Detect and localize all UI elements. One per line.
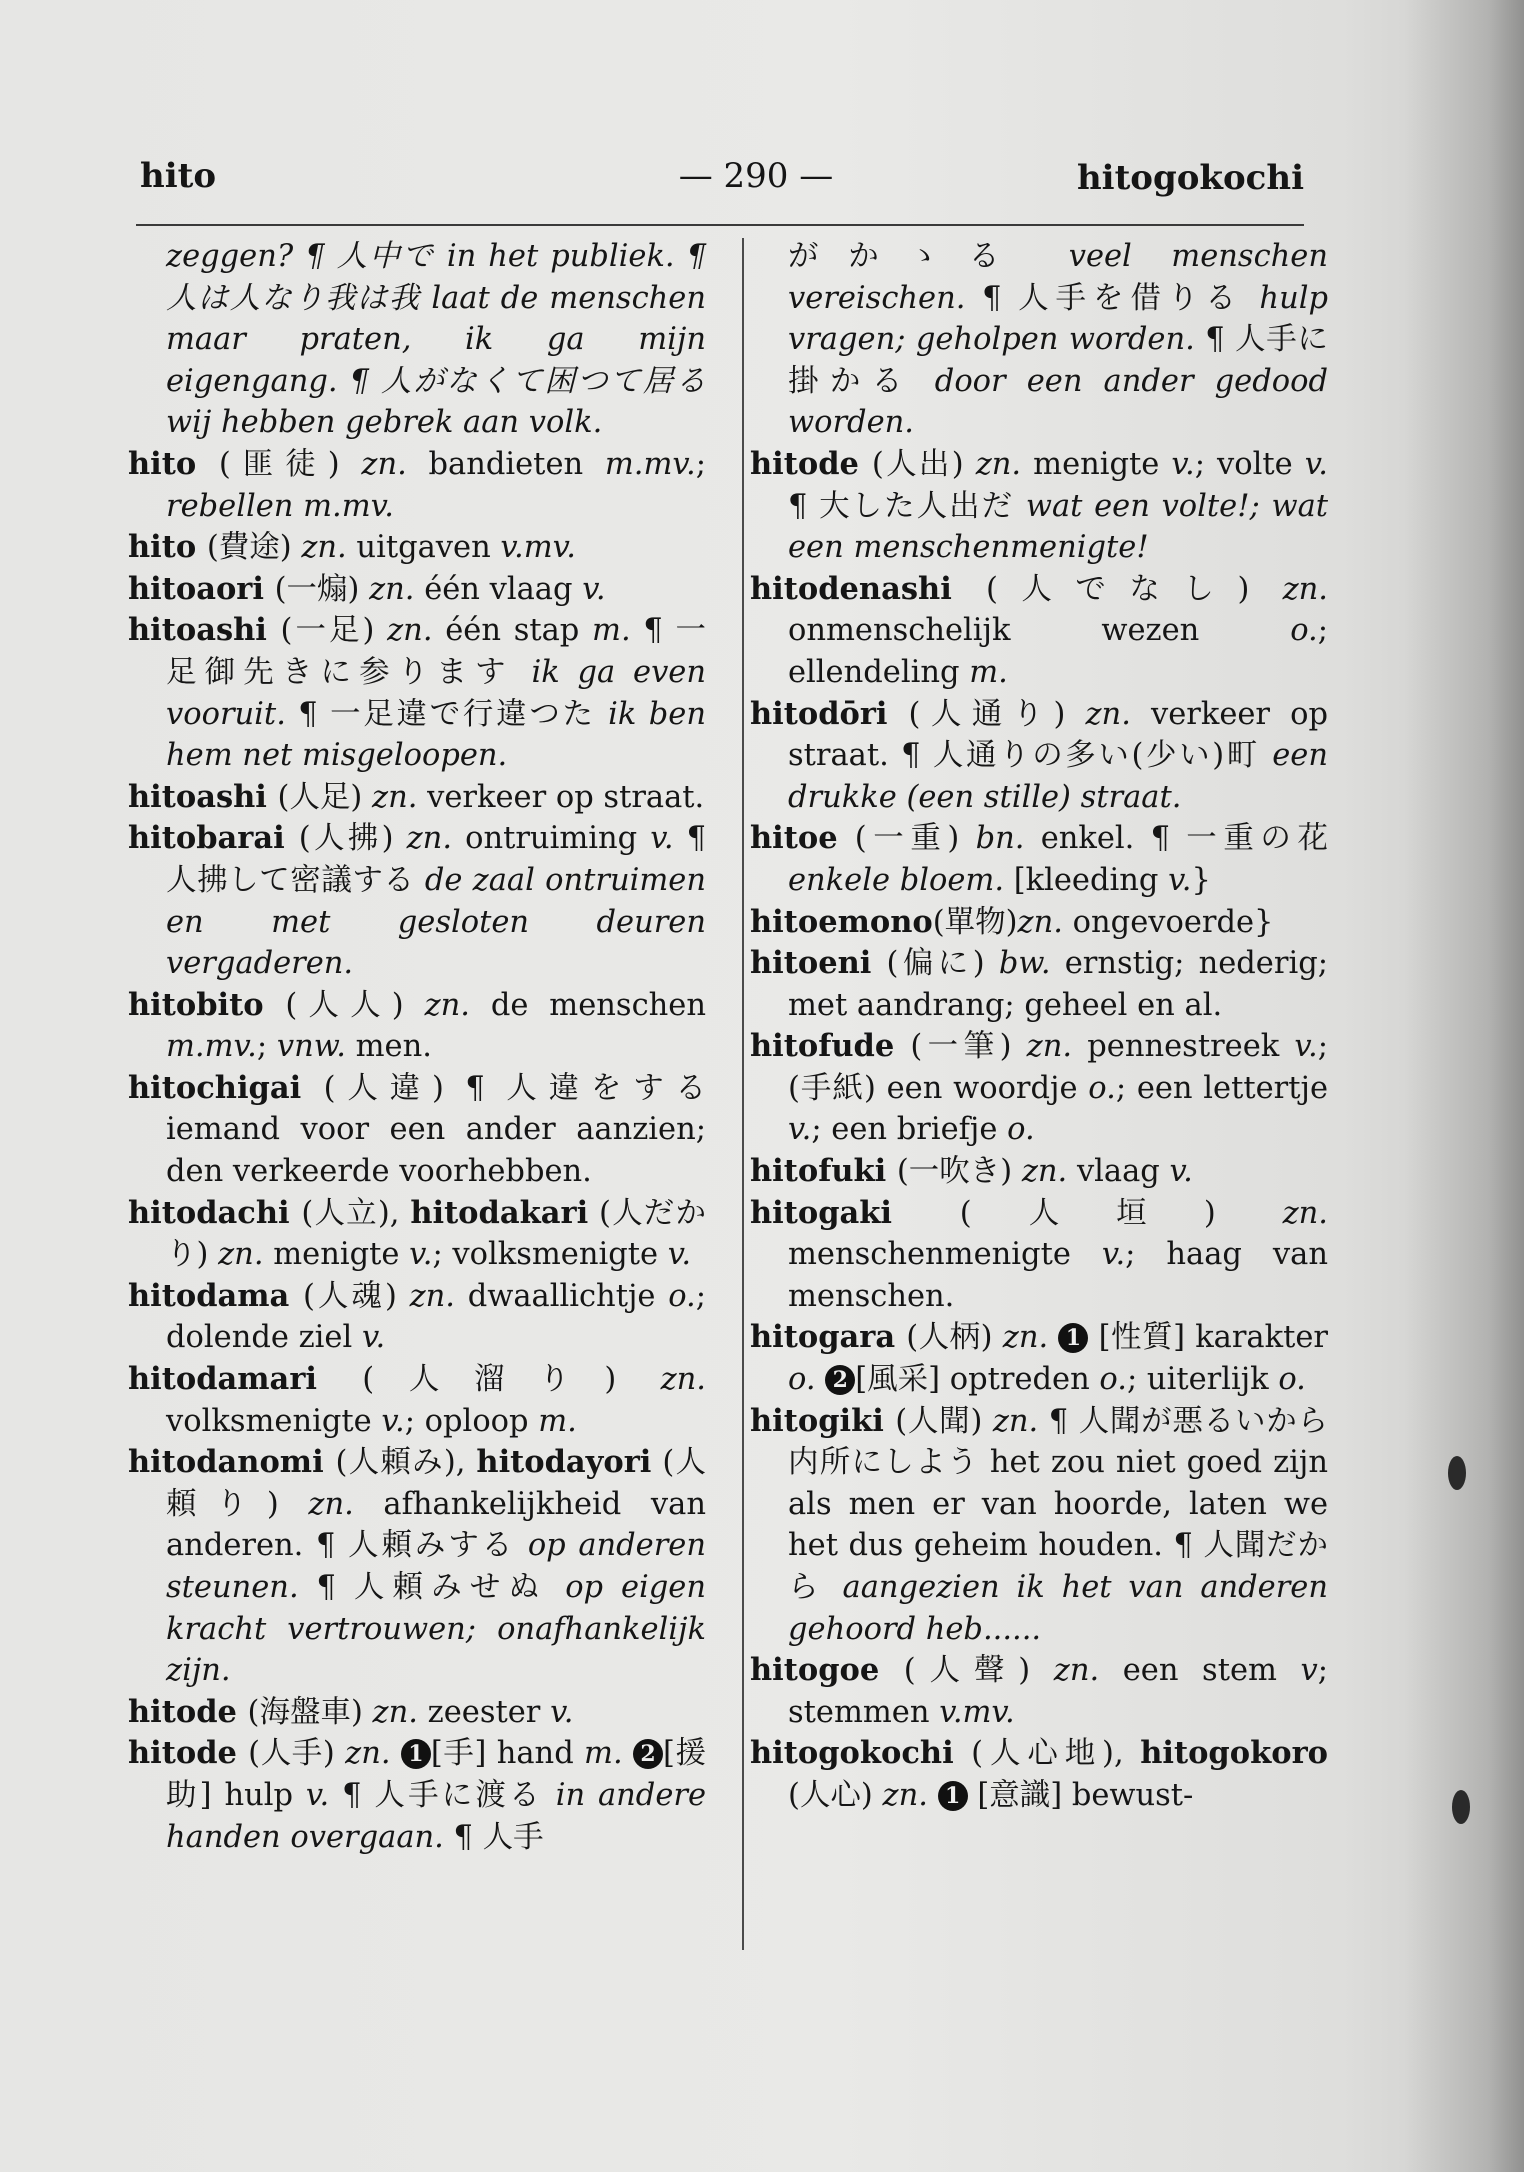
entry-text: één vlaag bbox=[414, 571, 583, 607]
dictionary-entry bbox=[750, 902, 1328, 944]
headword: hitogiki bbox=[750, 1402, 896, 1439]
italic-text: zn. bbox=[660, 1362, 707, 1398]
entry-text bbox=[391, 1736, 401, 1771]
dictionary-entry bbox=[128, 1068, 706, 1193]
italic-text: wat een volte!; wat een menschenmenigte! bbox=[788, 488, 1329, 566]
italic-text: zn. bbox=[409, 1278, 455, 1314]
headword: hitodamari bbox=[128, 1361, 363, 1398]
entry-text: (人魂) bbox=[302, 1278, 410, 1314]
dictionary-entry bbox=[128, 1442, 706, 1692]
entry-text: (海盤車) bbox=[247, 1694, 373, 1730]
entry-text: ; ellendeling bbox=[788, 613, 1328, 690]
entry-text: ; (手紙) een woordje bbox=[788, 1029, 1328, 1106]
entry-text: (人聞) bbox=[895, 1403, 993, 1439]
dictionary-entry bbox=[750, 1151, 1328, 1193]
entry-text: (人人) bbox=[285, 987, 425, 1023]
italic-text: o. bbox=[1088, 1070, 1116, 1106]
entry-text: (一吹き) bbox=[896, 1154, 1022, 1190]
entry-text: ongevoerde} bbox=[1062, 904, 1274, 940]
entry-text bbox=[928, 1778, 938, 1813]
entry-text: (人手) bbox=[248, 1736, 346, 1772]
italic-text: ik ga even vooruit. bbox=[166, 654, 706, 732]
punch-hole bbox=[1448, 1456, 1466, 1490]
entry-text: (人足) bbox=[277, 779, 373, 815]
entry-text: ; haag van menschen. bbox=[788, 1237, 1328, 1314]
italic-text: hulp vragen; geholpen worden. bbox=[788, 280, 1328, 358]
italic-text: zn. bbox=[361, 446, 407, 482]
italic-text: o. bbox=[1290, 613, 1318, 649]
italic-text: v bbox=[1300, 1653, 1318, 1689]
entry-text bbox=[816, 1362, 826, 1397]
italic-text: de zaal ontruimen en met gesloten deuren vergaderen. bbox=[166, 862, 706, 982]
dictionary-entry bbox=[128, 444, 706, 527]
entry-text: (人頼み), bbox=[335, 1445, 477, 1481]
headword: hitodakari bbox=[410, 1194, 589, 1231]
italic-text: zn. bbox=[406, 821, 453, 857]
italic-text: bw. bbox=[998, 946, 1051, 982]
italic-text: bn. bbox=[975, 821, 1025, 857]
italic-text: v. bbox=[361, 1320, 386, 1356]
italic-text: op anderen steunen. bbox=[166, 1528, 706, 1605]
italic-text: v. bbox=[1168, 862, 1192, 898]
italic-text: v. bbox=[650, 821, 674, 857]
entry-text: [手] hand bbox=[430, 1736, 585, 1772]
entry-text: (人違) ¶ 人違をする iemand voor een ander aanzien; den verkeerde voorhebben. bbox=[166, 1070, 707, 1190]
dictionary-entry bbox=[750, 1401, 1328, 1651]
italic-text: zn. bbox=[1021, 1154, 1068, 1190]
entry-text: がかゝる bbox=[788, 239, 1069, 274]
italic-text: v. bbox=[582, 571, 606, 607]
punch-hole bbox=[1452, 1790, 1470, 1824]
entry-text: een stem bbox=[1099, 1653, 1301, 1689]
dictionary-entry bbox=[750, 1650, 1328, 1733]
italic-text: v.mv. bbox=[500, 530, 576, 566]
italic-text: o. bbox=[668, 1278, 696, 1314]
italic-text: veel menschen vereischen. bbox=[788, 239, 1328, 316]
headword: hitobarai bbox=[128, 820, 299, 857]
entry-text: (人立), bbox=[301, 1195, 411, 1231]
dictionary-entry bbox=[128, 527, 706, 569]
italic-text: o. bbox=[1007, 1112, 1035, 1148]
column-divider bbox=[742, 238, 744, 1950]
dictionary-entry bbox=[750, 943, 1328, 1026]
entry-text: ; een briefje bbox=[811, 1112, 1008, 1148]
italic-text: zn. bbox=[992, 1403, 1039, 1439]
entry-text: volksmenigte bbox=[166, 1403, 382, 1439]
entry-text: [風采] optreden bbox=[855, 1362, 1100, 1398]
italic-text: aangezien ik het van anderen gehoord heb...... bbox=[788, 1570, 1328, 1647]
dictionary-entry bbox=[750, 569, 1328, 694]
italic-text: m. bbox=[969, 654, 1008, 690]
dictionary-entry bbox=[128, 1692, 706, 1734]
dictionary-entry bbox=[128, 1193, 706, 1276]
dictionary-entry bbox=[128, 569, 706, 611]
italic-text: v. bbox=[1171, 446, 1195, 482]
entry-text: ; dolende ziel bbox=[166, 1278, 706, 1356]
headword: hitoemono bbox=[750, 903, 933, 940]
page-number: — 290 — bbox=[678, 156, 834, 196]
dictionary-entry bbox=[750, 1317, 1328, 1400]
entry-text: (人柄) bbox=[906, 1320, 1003, 1356]
entry-text: (一筆) bbox=[910, 1029, 1027, 1065]
entry-text: ¶ 一足違で行違つた bbox=[285, 696, 609, 732]
entry-text: ¶ 大した人出だ bbox=[788, 488, 1026, 524]
entry-text: bandieten bbox=[406, 446, 605, 482]
entry-text: menschenmenigte bbox=[788, 1237, 1102, 1273]
entry-text: (單物) bbox=[932, 904, 1018, 940]
dictionary-entry bbox=[750, 694, 1328, 819]
headword: hitodachi bbox=[128, 1194, 302, 1231]
right-column bbox=[750, 236, 1328, 1817]
entry-text: ¶ 人頼みせぬ bbox=[298, 1570, 566, 1605]
entry-text: (人心) bbox=[788, 1777, 883, 1813]
italic-text: zn. bbox=[975, 446, 1022, 482]
headword: hitode bbox=[128, 1693, 248, 1730]
italic-text: v. bbox=[409, 1237, 433, 1273]
entry-text: (人溜り) bbox=[362, 1362, 661, 1398]
italic-text: m. bbox=[584, 1736, 623, 1772]
italic-text: zn. bbox=[1282, 1195, 1328, 1231]
entry-text: ontruiming bbox=[452, 821, 651, 857]
entry-text: (人聲) bbox=[903, 1653, 1054, 1689]
entry-text: (一煽) bbox=[274, 571, 370, 607]
entry-text: enkel. ¶ 一重の花 bbox=[1024, 821, 1329, 857]
italic-text: een drukke (een stille) straat. bbox=[788, 738, 1328, 815]
entry-text: ; een lettertje bbox=[1115, 1070, 1328, 1106]
italic-text: m.mv. bbox=[166, 1029, 257, 1065]
entry-text: (人拂) bbox=[298, 821, 407, 857]
entry-text: vlaag bbox=[1067, 1154, 1170, 1190]
italic-text: zn. bbox=[1053, 1653, 1100, 1689]
entry-text: ¶ 人手を借りる bbox=[965, 280, 1260, 316]
entry-text: (人心地), bbox=[971, 1736, 1141, 1772]
italic-text: vnw. bbox=[276, 1029, 346, 1065]
sense-number-badge: 1 bbox=[401, 1739, 431, 1769]
headword: hitode bbox=[128, 1735, 249, 1772]
headword: hitoashi bbox=[128, 778, 278, 815]
italic-text: o. bbox=[788, 1362, 816, 1398]
sense-number-badge: 1 bbox=[938, 1781, 968, 1811]
entry-text: ¶ 人聞が悪るいから内所にしよう het zou niet goed zijn als men er van hoorde, laten we het dus geheim houden. ¶ 人聞だから bbox=[788, 1403, 1328, 1605]
entry-text: ; volksmenigte bbox=[432, 1237, 668, 1273]
entry-text: (人出) bbox=[871, 446, 976, 482]
italic-text: zn. bbox=[345, 1736, 391, 1772]
entry-text: ; oploop bbox=[404, 1403, 539, 1439]
italic-text: door een ander gedood worden. bbox=[788, 363, 1328, 441]
entry-text: (人だかり) bbox=[166, 1195, 706, 1273]
italic-text: rebellen m.mv. bbox=[166, 488, 394, 524]
dictionary-entry bbox=[750, 444, 1328, 569]
entry-text: ; volte bbox=[1194, 446, 1305, 482]
italic-text: v. bbox=[1101, 1237, 1126, 1273]
entry-text: dwaallichtje bbox=[454, 1278, 669, 1314]
entry-text: } bbox=[1191, 862, 1211, 898]
headword: hitoaori bbox=[128, 570, 275, 607]
italic-text: op eigen kracht vertrouwen; onafhankelijk zijn. bbox=[166, 1570, 706, 1689]
headword: hitodenashi bbox=[750, 570, 986, 607]
italic-text: zn. bbox=[308, 1486, 354, 1522]
entry-text: één stap bbox=[432, 613, 593, 649]
italic-text: m. bbox=[592, 613, 631, 649]
italic-text: v. bbox=[305, 1777, 330, 1813]
headword: hito bbox=[128, 445, 219, 482]
entry-text: men. bbox=[345, 1029, 432, 1065]
entry-text: afhankelijkheid van anderen. ¶ 人頼みする bbox=[166, 1486, 706, 1564]
entry-text: [援助] hulp bbox=[166, 1736, 706, 1813]
entry-text: ¶ 人手に掛かる bbox=[788, 322, 1328, 399]
italic-text: zn. bbox=[369, 571, 415, 607]
entry-text: [意識] bewust- bbox=[967, 1777, 1194, 1813]
entry-text: pennestreek bbox=[1072, 1029, 1295, 1065]
entry-text: ¶ 人手 bbox=[443, 1819, 544, 1855]
headword: hitodama bbox=[128, 1277, 303, 1314]
italic-text: zn. bbox=[882, 1777, 928, 1813]
italic-text: m. bbox=[538, 1403, 577, 1439]
entry-text: zeester bbox=[417, 1694, 551, 1730]
dictionary-entry bbox=[750, 818, 1328, 901]
italic-text: zn. bbox=[301, 530, 347, 566]
dictionary-entry bbox=[750, 1026, 1328, 1151]
italic-text: v. bbox=[667, 1237, 692, 1273]
entry-text: verkeer op straat. ¶ 人通りの多い(少い)町 bbox=[788, 696, 1328, 774]
header-right-guideword: hitogokochi bbox=[1076, 158, 1304, 198]
entry-continuation bbox=[750, 236, 1328, 444]
italic-text: in andere handen overgaan. bbox=[166, 1777, 706, 1855]
italic-text: zn. bbox=[1026, 1029, 1073, 1065]
headword: hitogaki bbox=[750, 1194, 960, 1231]
italic-text: enkele bloem. bbox=[788, 862, 1005, 898]
dictionary-entry bbox=[750, 1193, 1328, 1318]
italic-text: zn. bbox=[387, 613, 433, 649]
entry-text: de menschen bbox=[469, 987, 706, 1023]
entry-text: uitgaven bbox=[346, 530, 501, 566]
page-edge-shadow bbox=[1404, 0, 1524, 2172]
entry-text: (人通り) bbox=[908, 696, 1086, 732]
headword: hitochigai bbox=[128, 1069, 324, 1106]
italic-text: o. bbox=[1278, 1362, 1306, 1398]
entry-text: ; stemmen bbox=[788, 1653, 1329, 1730]
entry-text: (偏に) bbox=[886, 946, 999, 982]
italic-text: v.mv. bbox=[939, 1694, 1015, 1730]
header-rule bbox=[136, 224, 1304, 226]
dictionary-entry bbox=[128, 610, 706, 776]
headword: hitoeni bbox=[750, 945, 887, 982]
entry-text: ¶ 一足御先きに参ります bbox=[166, 613, 707, 690]
italic-text: zeggen? ¶ 人中で in het publiek. ¶ 人は人なり我は我 laat de menschen maar praten, ik ga mijn eigengang. ¶ 人がなくて困つて居る wij hebben gebrek aan volk. bbox=[166, 239, 706, 441]
italic-text: v. bbox=[1169, 1154, 1193, 1190]
entry-text: (費途) bbox=[206, 530, 302, 566]
headword: hitodanomi bbox=[128, 1444, 336, 1481]
entry-text: (人頼り) bbox=[166, 1445, 706, 1522]
italic-text: v. bbox=[1294, 1029, 1318, 1065]
italic-text: zn. bbox=[1002, 1320, 1049, 1356]
headword: hitogoe bbox=[750, 1652, 904, 1689]
entry-text: (人でなし) bbox=[985, 571, 1283, 607]
dictionary-entry bbox=[750, 1733, 1328, 1816]
dictionary-entry bbox=[128, 1276, 706, 1359]
entry-text: [kleeding bbox=[1004, 862, 1169, 898]
entry-text: onmenschelijk wezen bbox=[788, 613, 1291, 649]
italic-text: v. bbox=[1304, 446, 1328, 482]
headword: hitogara bbox=[750, 1319, 907, 1356]
headword: hitofude bbox=[750, 1028, 911, 1065]
entry-text: ; bbox=[695, 446, 706, 482]
entry-text: ¶ 人拂して密議する bbox=[166, 821, 706, 898]
entry-text: ; bbox=[256, 1029, 277, 1065]
entry-text: ¶ 人手に渡る bbox=[329, 1777, 556, 1813]
dictionary-entry bbox=[128, 1359, 706, 1442]
entry-text: verkeer op straat. bbox=[417, 779, 705, 815]
sense-number-badge: 2 bbox=[633, 1739, 663, 1769]
headword: hitodōri bbox=[750, 695, 909, 732]
italic-text: zn. bbox=[372, 779, 418, 815]
italic-text: zn. bbox=[372, 1694, 418, 1730]
italic-text: v. bbox=[381, 1403, 405, 1439]
headword: hito bbox=[128, 529, 207, 566]
sense-number-badge: 2 bbox=[825, 1365, 855, 1395]
headword: hitogokoro bbox=[1140, 1735, 1328, 1772]
dictionary-entry bbox=[128, 985, 706, 1068]
entry-text: (人垣) bbox=[959, 1195, 1283, 1231]
italic-text: v. bbox=[550, 1694, 574, 1730]
entry-text bbox=[1048, 1320, 1058, 1355]
headword: hitoashi bbox=[128, 612, 281, 649]
header-left-guideword: hito bbox=[140, 156, 217, 196]
headword: hitofuki bbox=[750, 1153, 897, 1190]
dictionary-entry bbox=[128, 1733, 706, 1858]
entry-continuation bbox=[128, 236, 706, 444]
italic-text: zn. bbox=[1282, 571, 1328, 607]
italic-text: o. bbox=[1099, 1362, 1127, 1398]
italic-text: v. bbox=[788, 1112, 812, 1148]
italic-text: ik ben hem net misgeloopen. bbox=[166, 696, 706, 774]
entry-text: ; uiterlijk bbox=[1126, 1362, 1279, 1398]
entry-text: [性質] karakter bbox=[1088, 1320, 1328, 1356]
italic-text: zn. bbox=[424, 987, 470, 1023]
headword: hitobito bbox=[128, 986, 286, 1023]
entry-text: ernstig; nederig; met aandrang; geheel en al. bbox=[788, 946, 1328, 1023]
entry-text: (一足) bbox=[280, 613, 388, 649]
dictionary-entry bbox=[128, 777, 706, 819]
left-column bbox=[128, 236, 706, 1858]
italic-text: zn. bbox=[1085, 696, 1131, 732]
headword: hitogokochi bbox=[750, 1735, 972, 1772]
headword: hitode bbox=[750, 445, 872, 482]
sense-number-badge: 1 bbox=[1058, 1323, 1088, 1353]
entry-text: menigte bbox=[1021, 446, 1172, 482]
entry-text bbox=[623, 1736, 633, 1771]
entry-text: (匪徒) bbox=[218, 446, 362, 482]
italic-text: m.mv. bbox=[604, 446, 696, 482]
headword: hitodayori bbox=[476, 1444, 652, 1481]
headword: hitoe bbox=[750, 820, 855, 857]
entry-text: (一重) bbox=[854, 821, 976, 857]
italic-text: zn. bbox=[1017, 904, 1063, 940]
entry-text: menigte bbox=[263, 1237, 410, 1273]
running-header bbox=[136, 152, 1304, 202]
italic-text: zn. bbox=[218, 1237, 264, 1273]
dictionary-entry bbox=[128, 818, 706, 984]
